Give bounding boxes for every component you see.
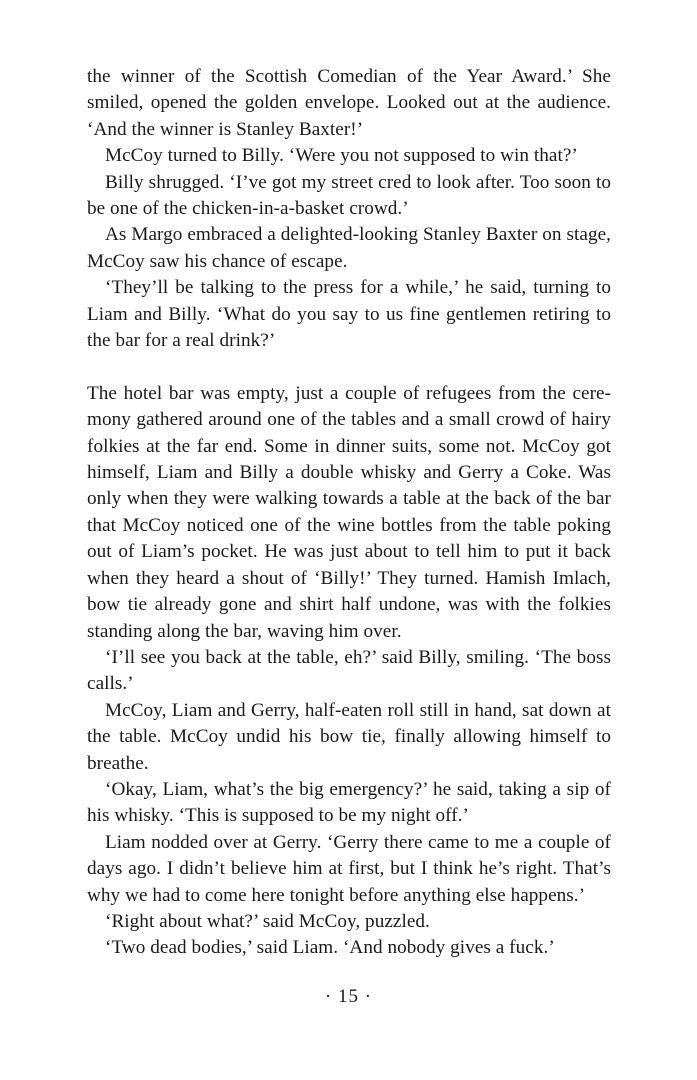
paragraph: As Margo embraced a delighted-looking Stanley Baxter on stage, McCoy saw his chance of escape. <box>87 224 611 272</box>
page-number: · 15 · <box>324 986 373 1007</box>
paragraph-section-start: The hotel bar was empty, just a couple of refugees from the ceremony gathered around one of the tables and a small crowd of hairy folkies at the far end. Some in dinner suits, some not. McCoy got himself, Liam and Billy a double whisky and Gerry a Coke. Was only when they were walking towards a table at the back of the bar that McCoy noticed one of the wine bottles from the table poking out of Liam’s pocket. He was just about to tell him to put it back when they heard a shout of ‘Billy!’ They turned. Hamish Imlach, bow tie already gone and shirt half undone, was with the folkies standing along the bar, waving him over. <box>87 382 611 642</box>
paragraph: McCoy, Liam and Gerry, half-eaten roll still in hand, sat down at the table. McCoy undid his bow tie, finally allowing himself to breathe. <box>87 699 611 774</box>
paragraph-continuation: the winner of the Scottish Comedian of the Year Award.’ She smiled, opened the golden envelope. Looked out at the audience. ‘And the winner is Stanley Baxter!’ <box>87 66 611 140</box>
book-page-text <box>87 64 611 962</box>
paragraph: Billy shrugged. ‘I’ve got my street cred to look after. Too soon to be one of the chicken-in-a-basket crowd.’ <box>87 171 611 220</box>
paragraph: ‘They’ll be talking to the press for a while,’ he said, turning to Liam and Billy. ‘What do you say to us fine gentlemen retiring to the bar for a real drink?’ <box>87 277 611 352</box>
paragraph: ‘Okay, Liam, what’s the big emergency?’ he said, taking a sip of his whisky. ‘This is supposed to be my night off.’ <box>87 778 611 827</box>
paragraph: Liam nodded over at Gerry. ‘Gerry there came to me a couple of days ago. I didn’t believe him at first, but I think he’s right. That’s why we had to come here tonight before anything else happens.’ <box>87 831 611 906</box>
paragraph: McCoy turned to Billy. ‘Were you not supposed to win that?’ <box>105 145 578 167</box>
paragraph: ‘I’ll see you back at the table, eh?’ said Billy, smiling. ‘The boss calls.’ <box>87 646 611 695</box>
paragraph: ‘Right about what?’ said McCoy, puzzled. <box>105 910 430 932</box>
paragraph: ‘Two dead bodies,’ said Liam. ‘And nobody gives a fuck.’ <box>105 937 555 959</box>
